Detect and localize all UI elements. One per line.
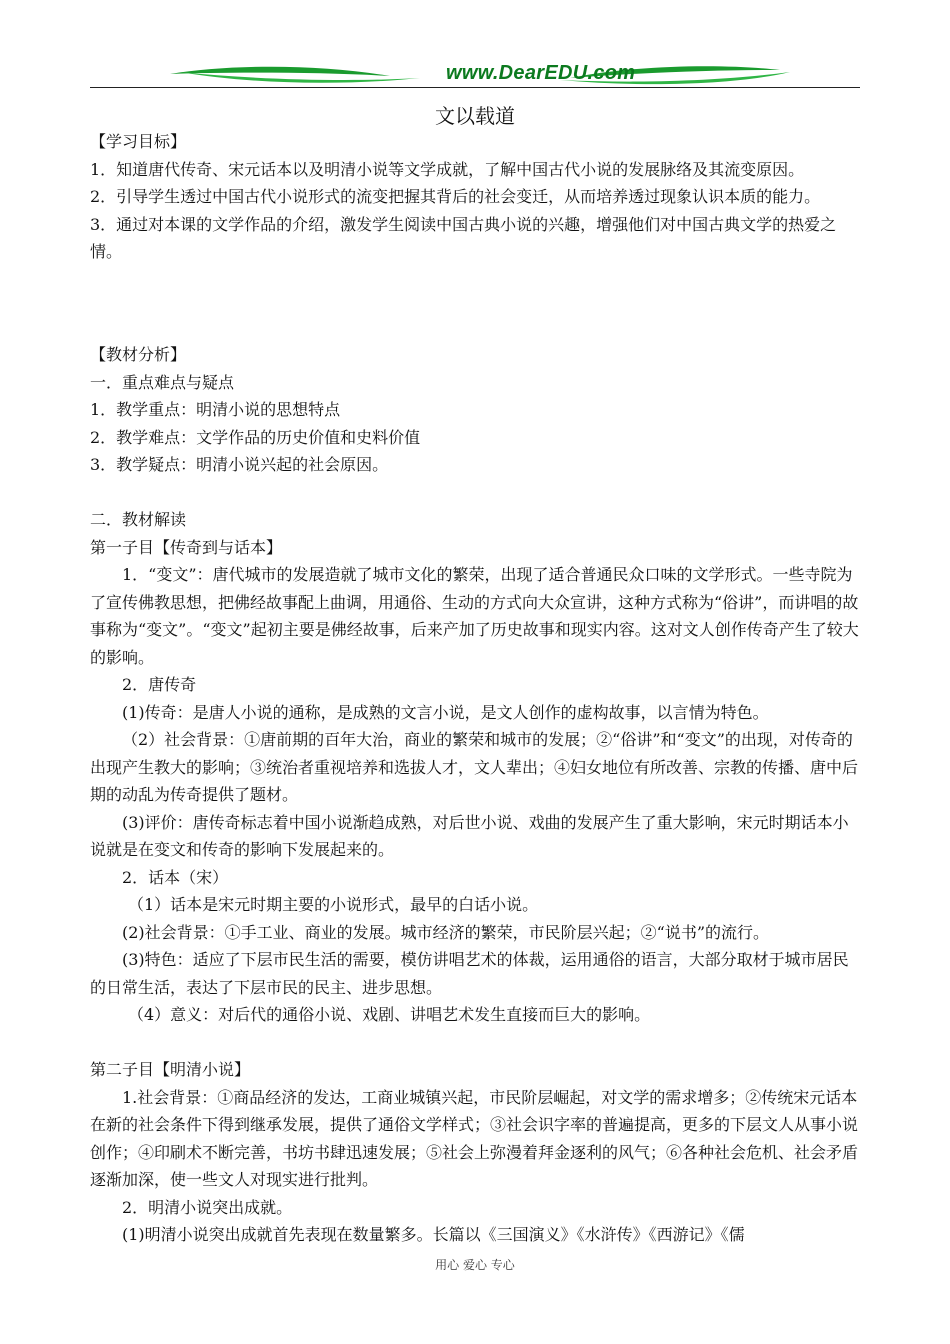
paragraph: （2）社会背景：①唐前期的百年大治，商业的繁荣和城市的发展；②“俗讲”和“变文”的出现，对传奇的出现产生教大的影响；③统治者重视培养和选拔人才，文人辈出；④妇女地位有所改善、宗教的传播、唐中后期的动乱为传奇提供了题材。: [90, 730, 859, 804]
key-point: 3．教学疑点：明清小说兴起的社会原因。: [90, 455, 389, 474]
section-heading: 第一子目【传奇到与话本】: [90, 537, 283, 557]
page-footer: 用心 爱心 专心: [435, 1258, 515, 1272]
header-rule: [90, 87, 860, 88]
goal-item: 2．引导学生透过中国古代小说形式的流变把握其背后的社会变迁，从而培养透过现象认识本质的能力。: [90, 187, 821, 206]
goal-item: 1．知道唐代传奇、宋元话本以及明清小说等文学成就，了解中国古代小说的发展脉络及其流变原因。: [90, 159, 805, 179]
document-body: [90, 128, 862, 1249]
paragraph: 1.社会背景：①商品经济的发达，工商业城镇兴起，市民阶层崛起，对文学的需求增多；②传统宋元话本在新的社会条件下得到继承发展，提供了通俗文学样式；③社会识字率的普遍提高，更多的下层文人从事小说创作；④印刷术不断完善，书坊书肆迅速发展；⑤社会上弥漫着拜金逐利的风气；⑥各种社会危机、社会矛盾逐渐加深，使一些文人对现实进行批判。: [90, 1087, 859, 1189]
paragraph-heading: 2．明清小说突出成就。: [122, 1197, 293, 1217]
paragraph-heading: 2．唐传奇: [122, 675, 197, 694]
paragraph: 1．“变文”：唐代城市的发展造就了城市文化的繁荣，出现了适合普通民众口味的文学形式。一些寺院为了宣传佛教思想，把佛经故事配上曲调，用通俗、生动的方式向大众宣讲，这种方式称为“俗讲”，而讲唱的故事称为“变文”。“变文”起初主要是佛经故事，后来产加了历史故事和现实内容。这对文人创作传奇产生了较大的影响。: [90, 565, 859, 667]
section-heading: 第二子目【明清小说】: [90, 1060, 251, 1079]
site-brand-logo-text[interactable]: www.DearEDU.com: [446, 62, 636, 84]
paragraph: (2)社会背景：①手工业、商业的发展。城市经济的繁荣，市民阶层兴起；②“说书”的流行。: [122, 922, 770, 942]
paragraph-heading: 2．话本（宋）: [122, 867, 229, 887]
subsection-heading: 一．重点难点与疑点: [90, 372, 235, 392]
goal-item: 3．通过对本课的文学作品的介绍，激发学生阅读中国古典小说的兴趣，增强他们对中国古典文学的热爱之情。: [90, 214, 837, 261]
subsection-heading: 二．教材解读: [90, 510, 187, 529]
paragraph: （1）话本是宋元时期主要的小说形式，最早的白话小说。: [128, 895, 539, 914]
key-point: 1．教学重点：明清小说的思想特点: [90, 400, 341, 419]
paragraph: (3)评价：唐传奇标志着中国小说渐趋成熟，对后世小说、戏曲的发展产生了重大影响，宋元时期话本小说就是在变文和传奇的影响下发展起来的。: [90, 812, 849, 859]
goals-heading: 【学习目标】: [90, 132, 187, 151]
paragraph: （4）意义：对后代的通俗小说、戏剧、讲唱艺术发生直接而巨大的影响。: [128, 1005, 651, 1024]
page-title: 文以载道: [435, 104, 515, 128]
key-point: 2．教学难点：文学作品的历史价值和史料价值: [90, 427, 421, 447]
paragraph: (1)传奇：是唐人小说的通称，是成熟的文言小说，是文人创作的虚构故事，以言情为特色。: [122, 702, 769, 722]
analysis-heading: 【教材分析】: [90, 345, 187, 364]
paragraph: (1)明清小说突出成就首先表现在数量繁多。长篇以《三国演义》《水浒传》《西游记》《儒: [122, 1225, 745, 1244]
paragraph: (3)特色：适应了下层市民生活的需要，模仿讲唱艺术的体裁，运用通俗的语言，大部分取材于城市居民的日常生活，表达了下层市民的民主、进步思想。: [90, 950, 849, 997]
